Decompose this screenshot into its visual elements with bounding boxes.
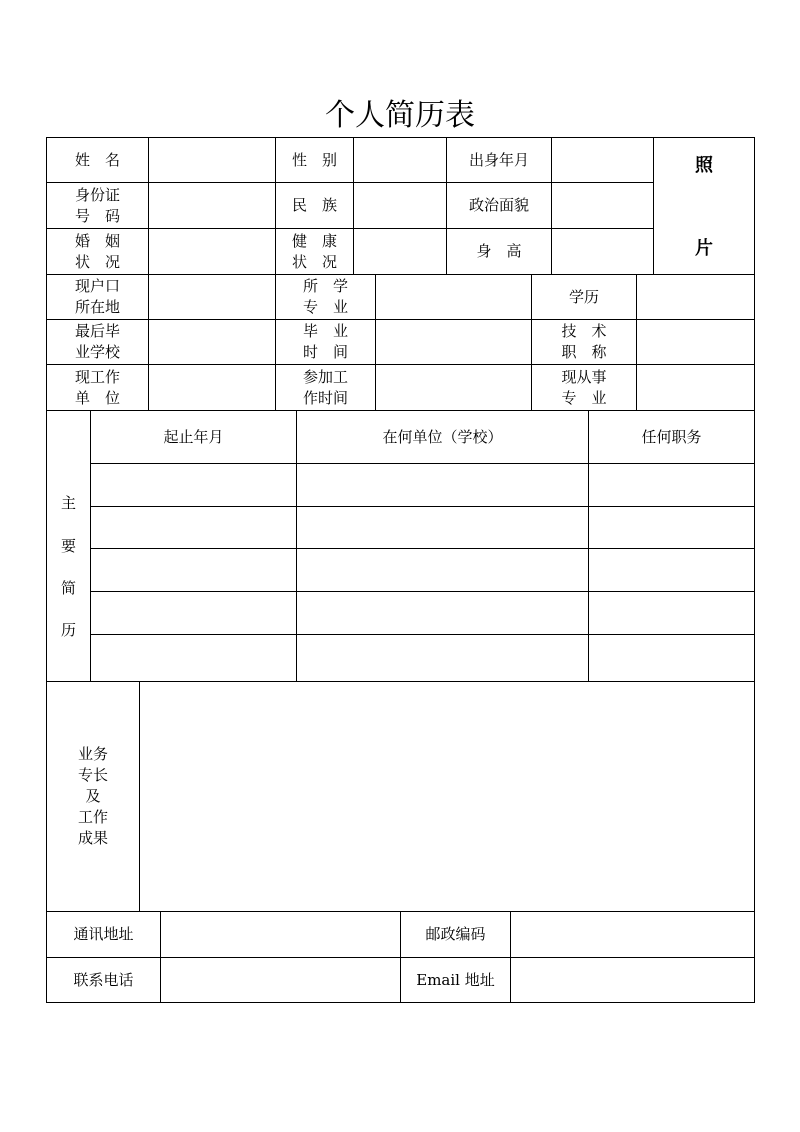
address-input[interactable] — [161, 912, 400, 957]
photo-label-bottom: 片 — [695, 237, 713, 259]
resume-row-4-position[interactable] — [589, 592, 754, 634]
school-label: 最后毕 业学校 — [74, 322, 120, 361]
workplace-label: 现工作 单 位 — [74, 367, 120, 407]
resume-row-3-position[interactable] — [589, 549, 754, 591]
education-label: 学历 — [568, 287, 599, 306]
resume-row-2-position[interactable] — [589, 507, 754, 548]
marital-input[interactable] — [149, 229, 275, 274]
skills-label: 业务 专长 及 工作 成果 — [77, 745, 108, 847]
resume-row-5-unit[interactable] — [297, 635, 588, 681]
tech-title-label: 技 术 职 称 — [561, 322, 607, 361]
birth-input[interactable] — [552, 138, 653, 182]
work-start-label: 参加工 作时间 — [302, 367, 348, 407]
health-input[interactable] — [354, 229, 446, 274]
current-field-input[interactable] — [637, 365, 754, 410]
gender-input[interactable] — [354, 138, 446, 182]
resume-side-label-2: 要 — [60, 537, 76, 555]
hukou-input[interactable] — [149, 275, 275, 319]
resume-side-label-4: 历 — [60, 621, 76, 639]
page-title: 个人简历表 — [325, 98, 475, 133]
birth-label: 出身年月 — [468, 150, 529, 169]
major-input[interactable] — [376, 275, 531, 319]
resume-side-label-3: 简 — [60, 579, 76, 597]
major-label: 所 学 专 业 — [302, 277, 348, 316]
resume-row-1-unit[interactable] — [297, 464, 588, 506]
email-label: Email 地址 — [416, 970, 495, 989]
height-input[interactable] — [552, 229, 653, 274]
education-input[interactable] — [637, 275, 754, 319]
current-field-label: 现从事 专 业 — [561, 367, 607, 407]
name-input[interactable] — [149, 138, 275, 182]
skills-input[interactable] — [140, 682, 754, 911]
phone-label: 联系电话 — [73, 970, 134, 989]
hukou-label: 现户口 所在地 — [74, 277, 120, 316]
resume-row-2-unit[interactable] — [297, 507, 588, 548]
resume-row-4-unit[interactable] — [297, 592, 588, 634]
id-number-input[interactable] — [149, 183, 275, 228]
workplace-input[interactable] — [149, 365, 275, 410]
id-number-label: 身份证 号 码 — [74, 185, 120, 225]
resume-header-position: 任何职务 — [641, 427, 702, 446]
email-input[interactable] — [511, 958, 754, 1002]
postcode-label: 邮政编码 — [425, 925, 486, 943]
resume-row-1-position[interactable] — [589, 464, 754, 506]
photo-box[interactable] — [654, 138, 754, 274]
resume-row-3-period[interactable] — [91, 549, 296, 591]
resume-header-unit: 在何单位（学校） — [382, 427, 503, 446]
work-start-input[interactable] — [376, 365, 531, 410]
height-label: 身 高 — [476, 242, 522, 260]
photo-label-top: 照 — [695, 154, 713, 176]
table-border-bottom — [46, 1002, 754, 1003]
grad-time-label: 毕 业 时 间 — [302, 322, 348, 361]
resume-row-4-period[interactable] — [91, 592, 296, 634]
school-input[interactable] — [149, 320, 275, 364]
table-border-right — [754, 137, 755, 1003]
resume-row-5-position[interactable] — [589, 635, 754, 681]
marital-label: 婚 姻 状 况 — [74, 231, 120, 271]
grad-time-input[interactable] — [376, 320, 531, 364]
ethnic-label: 民 族 — [291, 196, 337, 214]
resume-side-label-1: 主 — [60, 494, 76, 512]
tech-title-input[interactable] — [637, 320, 754, 364]
phone-input[interactable] — [161, 958, 400, 1002]
political-label: 政治面貌 — [468, 196, 529, 214]
resume-header-period: 起止年月 — [163, 427, 224, 446]
resume-row-2-period[interactable] — [91, 507, 296, 548]
name-label: 姓 名 — [74, 150, 120, 169]
resume-row-5-period[interactable] — [91, 635, 296, 681]
gender-label: 性 别 — [291, 150, 337, 169]
resume-row-3-unit[interactable] — [297, 549, 588, 591]
health-label: 健 康 状 况 — [291, 231, 337, 271]
political-input[interactable] — [552, 183, 653, 228]
address-label: 通讯地址 — [73, 925, 134, 943]
resume-row-1-period[interactable] — [91, 464, 296, 506]
ethnic-input[interactable] — [354, 183, 446, 228]
postcode-input[interactable] — [511, 912, 754, 957]
